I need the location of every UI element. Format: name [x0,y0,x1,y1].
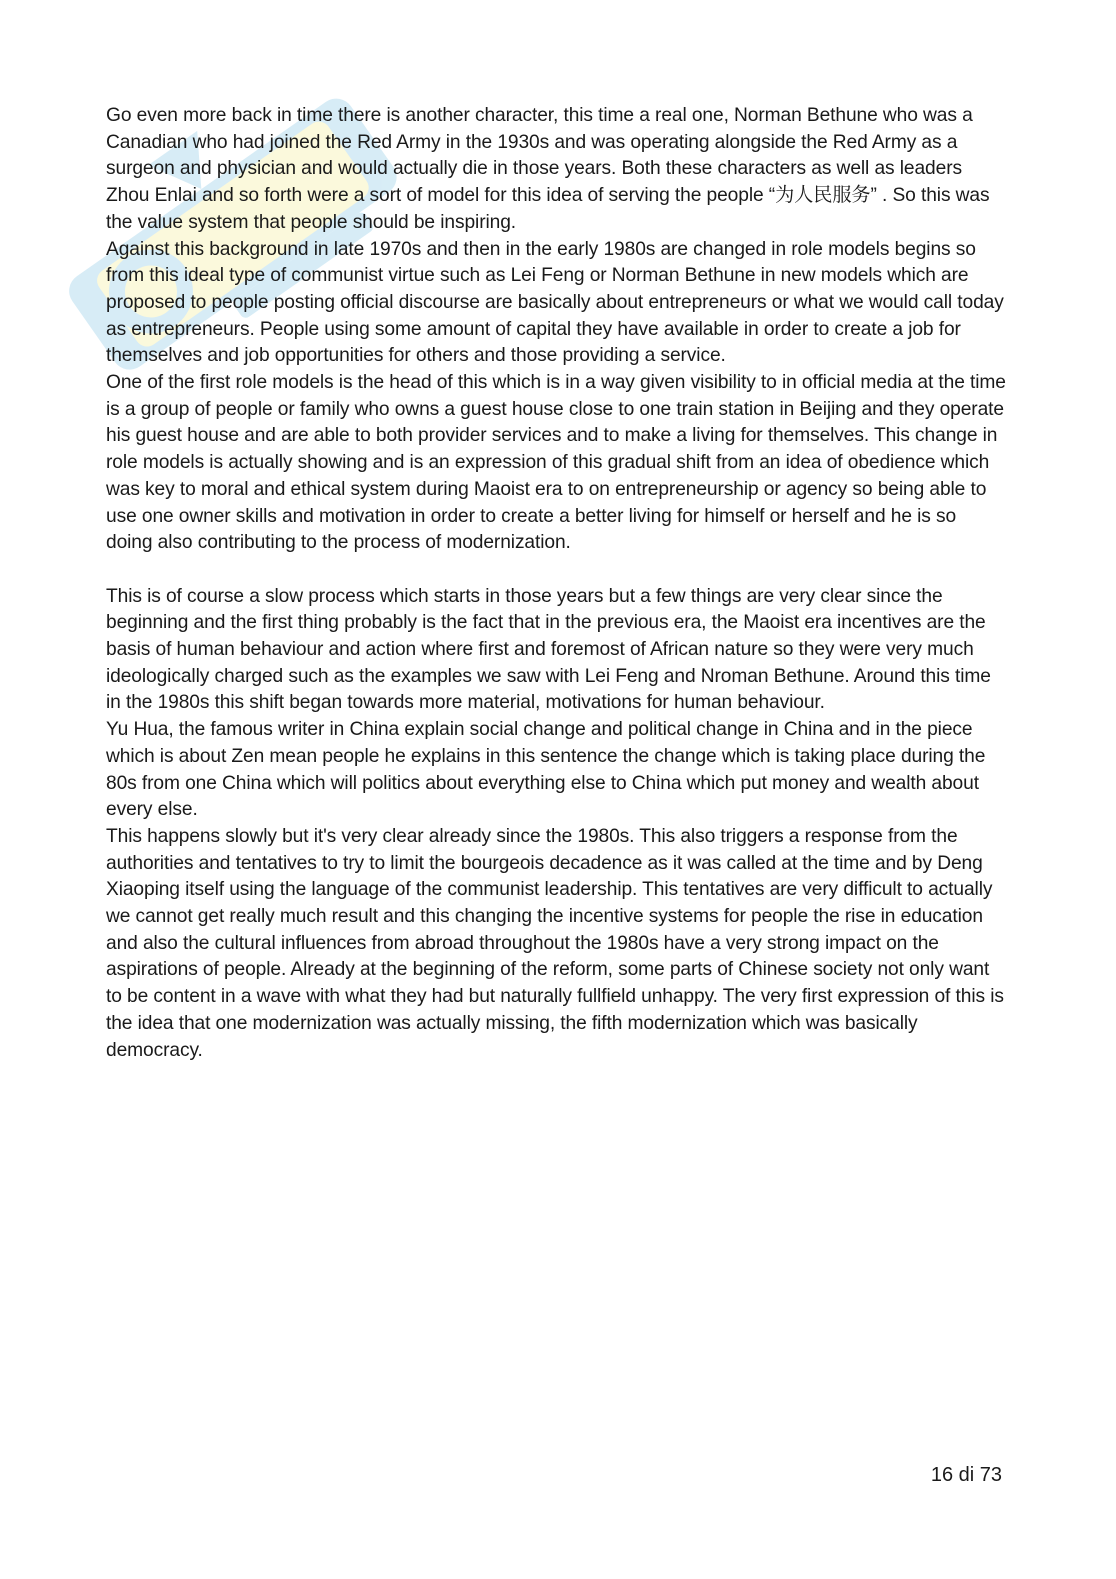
document-body [106,103,1006,1064]
paragraph-norman-bethune: Go even more back in time there is another character, this time a real one, Norman Bethune who was a Canadian who had joined the Red Army in the 1930s and was operating alongside the Red Army as a surgeon and physician and would actually die in those years. Both these characters as well as leaders Zhou Enlai and so forth were a sort of model for this idea of serving the people “为人民服务” . So this was the value system that people should be inspiring. [106,105,990,233]
paragraph-slow-process: This is of course a slow process which starts in those years but a few things are very clear since the beginning and the first thing probably is the fact that in the previous era, the Maoist era incentives are the basis of human behaviour and action where first and foremost of African nature so they were very much ideologically charged such as the examples we saw with Lei Feng and Nroman Bethune. Around this time in the 1980s this shift began towards more material, motivations for human behaviour. [106,585,991,714]
paragraph-role-models-change: Against this background in late 1970s and then in the early 1980s are changed in role models begins so from this ideal type of communist virtue such as Lei Feng or Norman Bethune in new models which are proposed to people posting official discourse are basically about entrepreneurs or what we would call today as entrepreneurs. People using some amount of capital they have available in order to create a job for themselves and job opportunities for others and those providing a service. [106,238,1004,367]
page-number: 16 di 73 [930,1464,1002,1486]
paragraph-yu-hua: Yu Hua, the famous writer in China explain social change and political change in China and in the piece which is about Zen mean people he explains in this sentence the change which is taking place during the 80s from one China which will politics about everything else to China which put money and wealth about every else. [106,719,986,821]
paragraph-fifth-modernization: This happens slowly but it's very clear already since the 1980s. This also triggers a response from the authorities and tentatives to try to limit the bourgeois decadence as it was called at the time and by Deng Xiaoping itself using the language of the communist leadership. This tentatives are very difficult to actually we cannot get really much result and this changing the incentive systems for people the rise in education and also the cultural influences from abroad throughout the 1980s have a very strong impact on the aspirations of people. Already at the beginning of the reform, some parts of Chinese society not only want to be content in a wave with what they had but naturally fullfield unhappy. The very first expression of this is the idea that one modernization was actually missing, the fifth modernization which was basically democracy. [106,825,1004,1061]
paragraph-first-role-models: One of the first role models is the head of this which is in a way given visibility to in official media at the time is a group of people or family who owns a guest house close to one train station in Beijing and they operate his guest house and are able to both provider services and to make a living for themselves. This change in role models is actually showing and is an expression of this gradual shift from an idea of obedience which was key to moral and ethical system during Maoist era to on entrepreneurship or agency so being able to use one owner skills and motivation in order to create a better living for himself or herself and he is so doing also contributing to the process of modernization. [106,372,1006,554]
